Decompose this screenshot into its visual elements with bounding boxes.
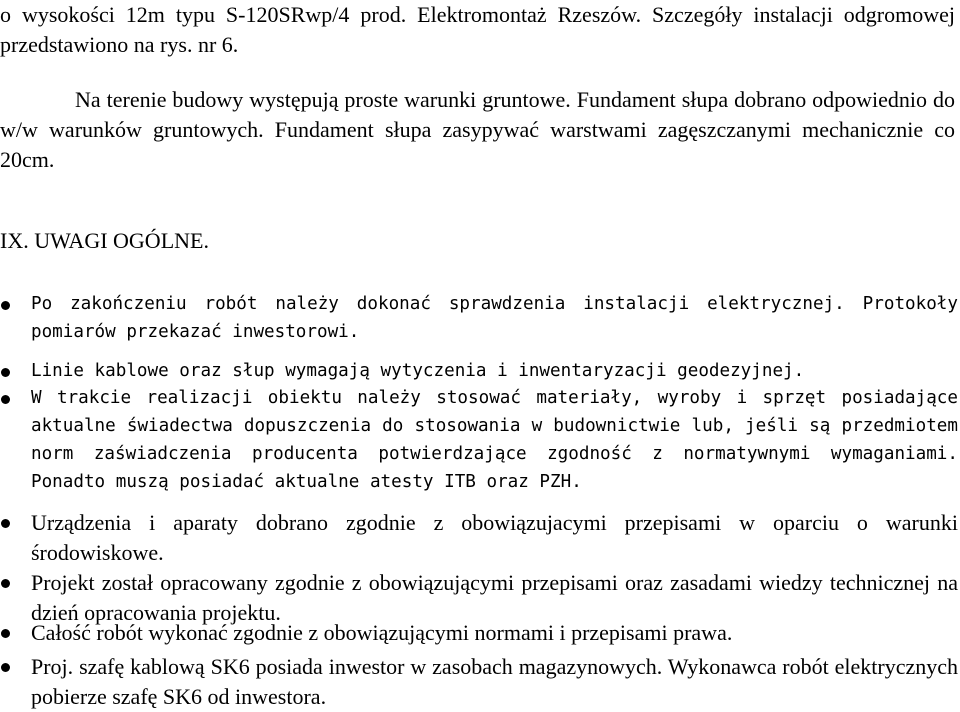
section-heading: IX. UWAGI OGÓLNE.	[0, 228, 209, 253]
bullet-dot-icon	[1, 395, 10, 404]
list-item-text: Projekt został opracowany zgodnie z obowiązującymi przepisami oraz zasadami wiedzy technicznej na dzień opracowania projektu.	[31, 570, 958, 625]
list-item-text: W trakcie realizacji obiektu należy stosować materiały, wyroby i sprzęt posiadające aktualne świadectwa dopuszczenia do stosowania w budownictwie lub, jeśli są przedmiotem norm zaświadczenia producenta potwierdzające zgodność z normatywnymi wymaganiami. Ponadto muszą posiadać aktualne atesty ITB oraz PZH.	[31, 388, 958, 492]
list-item-text: Linie kablowe oraz słup wymagają wytyczenia i inwentaryzacji geodezyjnej.	[31, 361, 805, 381]
list-item-text: Po zakończeniu robót należy dokonać sprawdzenia instalacji elektrycznej. Protokoły pomiarów przekazać inwestorowi.	[31, 294, 958, 342]
list-item	[0, 384, 958, 496]
list-item-text: Całość robót wykonać zgodnie z obowiązującymi normami i przepisami prawa.	[31, 620, 733, 645]
list-item	[0, 618, 958, 648]
bullet-dot-icon	[1, 579, 10, 588]
paragraph-soil-conditions-text: Na terenie budowy występują proste warunki gruntowe. Fundament słupa dobrano odpowiednio do w/w warunków gruntowych. Fundament słupa zasypywać warstwami zagęszczanymi mechanicznie co 20cm.	[0, 87, 955, 172]
list-item-text: Urządzenia i aparaty dobrano zgodnie z obowiązujacymi przepisami w oparciu o warunki środowiskowe.	[31, 510, 958, 565]
list-item-text: Proj. szafę kablową SK6 posiada inwestor w zasobach magazynowych. Wykonawca robót elektrycznych pobierze szafę SK6 od inwestora.	[31, 654, 958, 709]
list-item	[0, 290, 958, 346]
bullet-dot-icon	[1, 519, 10, 528]
paragraph-soil-conditions	[0, 85, 955, 175]
bullet-dot-icon	[1, 629, 10, 638]
bullet-dot-icon	[1, 301, 10, 310]
bullet-dot-icon	[1, 663, 10, 672]
paragraph-lightning-protection: o wysokości 12m typu S-120SRwp/4 prod. Elektromontaż Rzeszów. Szczegóły instalacji odgromowej przedstawiono na rys. nr 6.	[0, 2, 955, 57]
list-item	[0, 508, 958, 568]
bullet-dot-icon	[1, 368, 10, 377]
list-item	[0, 652, 958, 712]
list-item	[0, 357, 958, 385]
